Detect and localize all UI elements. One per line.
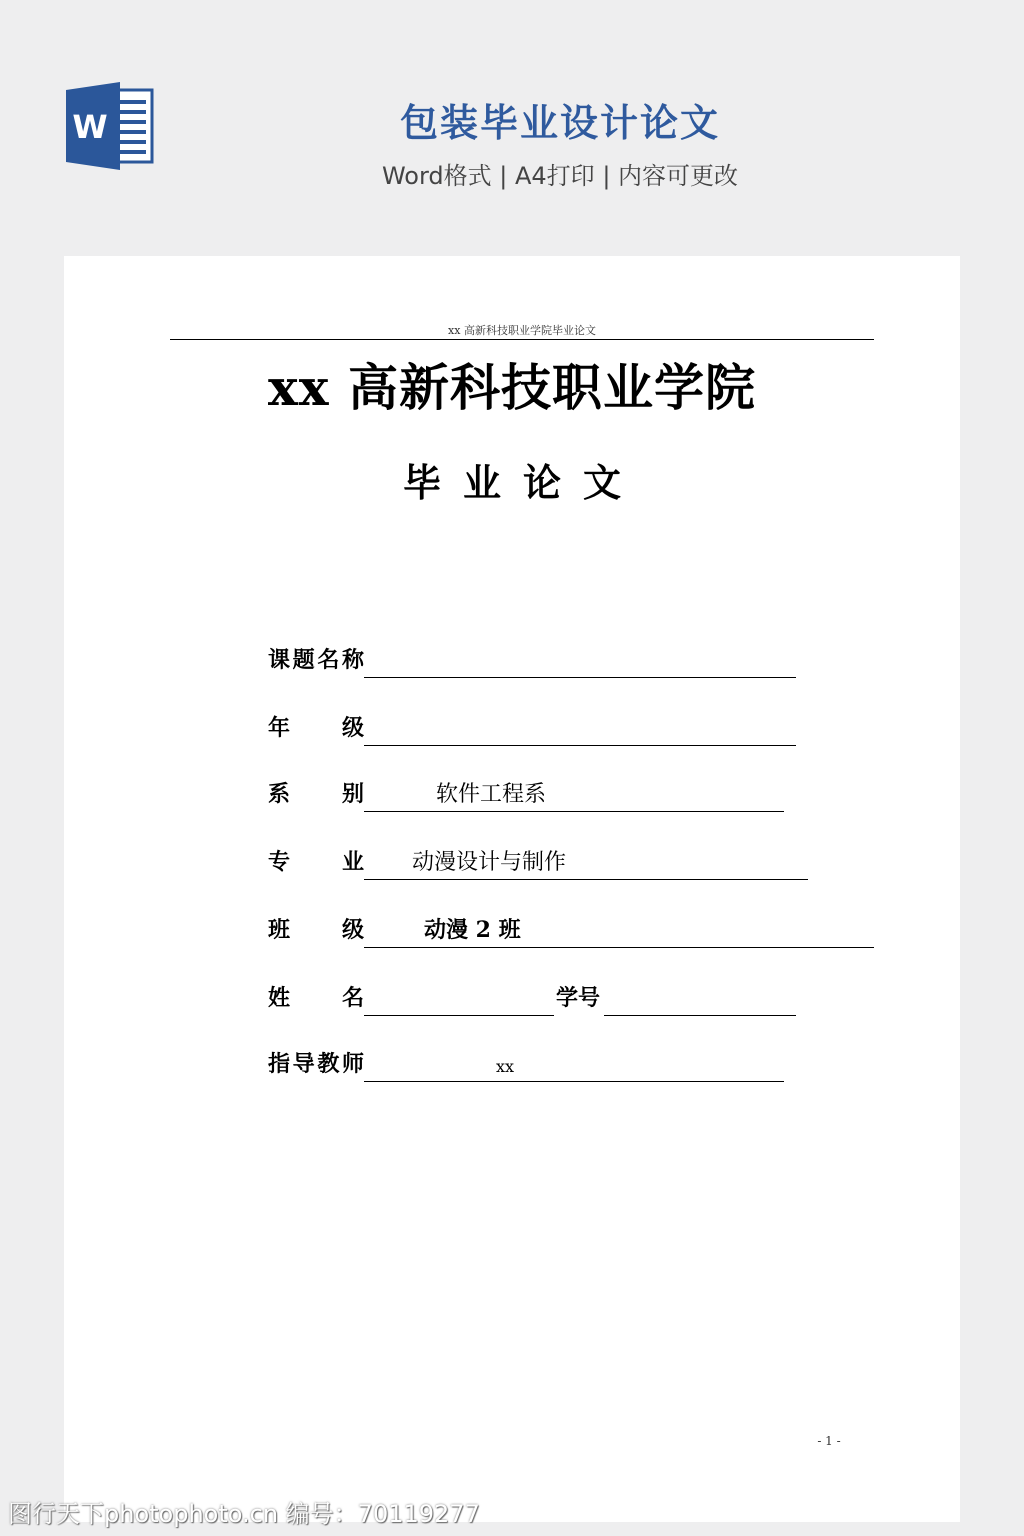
field-major-line[interactable]: [364, 879, 808, 880]
header-rule: [170, 339, 874, 340]
field-advisor-line[interactable]: [364, 1081, 784, 1082]
field-major-label: 专 业: [268, 849, 364, 875]
field-name-line[interactable]: [364, 1015, 554, 1016]
field-advisor-value: xx: [496, 1057, 515, 1076]
field-class-value: 动漫 2 班: [424, 917, 521, 943]
field-class-label: 班 级: [268, 917, 364, 943]
field-class-line[interactable]: [364, 947, 874, 948]
field-topic-line[interactable]: [364, 677, 796, 678]
school-name: xx 高新科技职业学院: [267, 358, 757, 417]
field-grade-label: 年 级: [268, 715, 364, 741]
field-student-id-label: 学号: [556, 985, 601, 1011]
field-topic-label: 课 题 名 称: [268, 647, 364, 673]
field-department-line[interactable]: [364, 811, 784, 812]
field-name-label: 姓 名: [268, 985, 364, 1011]
page-header: xx 高新科技职业学院毕业论文: [448, 324, 596, 337]
document-type-title: 毕业论文: [402, 460, 643, 505]
promo-title: 包装毕业设计论文: [399, 101, 720, 145]
document-page: [64, 256, 960, 1522]
watermark-text: 图行天下photophoto.cn 编号：70119277: [8, 1500, 480, 1528]
page-number: - 1 -: [817, 1434, 841, 1448]
field-department-label: 系 别: [268, 781, 364, 807]
field-grade-line[interactable]: [364, 745, 796, 746]
field-student-id-line[interactable]: [604, 1015, 796, 1016]
word-logo-letter: W: [72, 108, 108, 146]
word-logo-icon: [64, 80, 156, 172]
field-department-value: 软件工程系: [436, 782, 547, 807]
field-major-value: 动漫设计与制作: [412, 850, 567, 875]
promo-subtitle: Word格式 | A4打印 | 内容可更改: [381, 162, 739, 190]
field-advisor-label: 指 导 教 师: [268, 1051, 364, 1077]
